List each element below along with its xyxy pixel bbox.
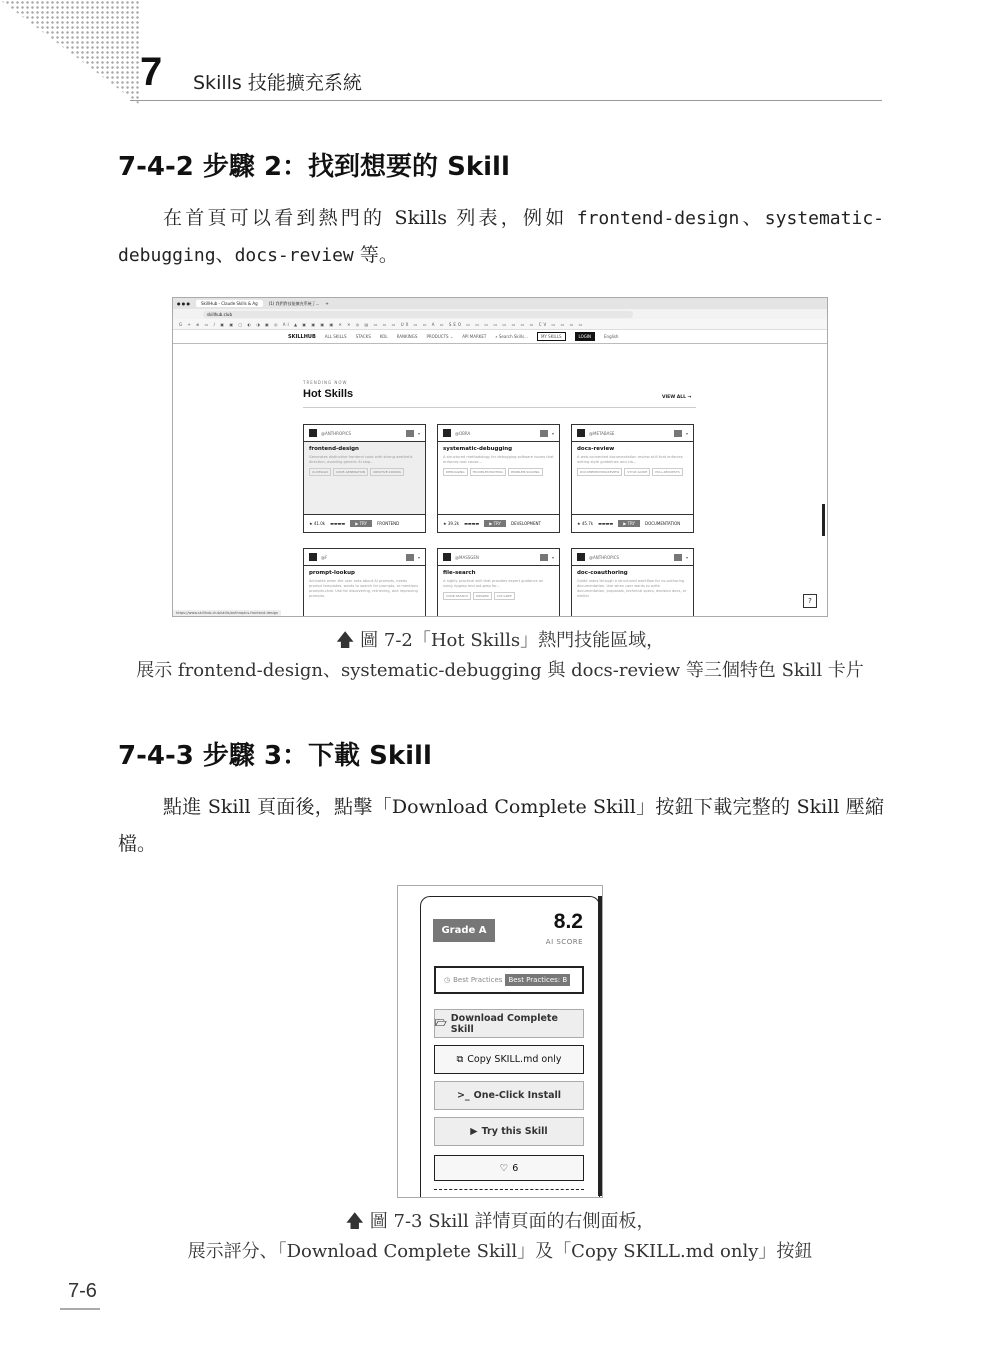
login-button[interactable]: LOGIN	[575, 332, 596, 341]
skill-description: A highly practical skill that provides expert guidance on using ripgrep and ast-grep for...	[443, 579, 544, 588]
like-button[interactable]: ♡ 6	[434, 1155, 584, 1181]
grade-badge	[674, 430, 682, 437]
nav-item[interactable]: STACKS	[355, 334, 371, 339]
figure-hot-skills-screenshot	[172, 297, 828, 617]
category-label: DOCUMENTATION	[644, 521, 681, 526]
grade-badge	[406, 554, 414, 561]
chevron-down-icon[interactable]: ▾	[417, 554, 420, 560]
browser-tab[interactable]: SkillHub - Claude Skills & Ag	[196, 300, 263, 307]
author-name[interactable]: @ANTHROPICS	[589, 554, 620, 560]
skill-name[interactable]: file-search	[443, 570, 476, 576]
tag: CODE-GENERATION	[333, 468, 368, 476]
skill-card[interactable]	[303, 548, 426, 617]
scrollbar[interactable]	[598, 896, 602, 1196]
download-complete-skill-button[interactable]: 🗁 Download Complete Skill	[434, 1009, 584, 1038]
caption-line: 🡅 圖 7-3 Skill 詳情頁面的右側面板，	[345, 1211, 655, 1232]
window-controls: ● ● ●	[177, 301, 191, 306]
check-circle-icon: ◷	[444, 976, 451, 984]
skill-card[interactable]	[571, 424, 694, 533]
author-avatar	[577, 429, 585, 437]
nav-item[interactable]: ALL SKILLS	[324, 334, 347, 339]
heart-icon: ♡	[499, 1162, 509, 1174]
grade-badge	[406, 430, 414, 437]
bookmarks-bar: G + ⊕ ▭ / ▣ ▣ ▢ ◐ ◑ ▣ ◎ AI ▲ ▣ ▣ ▣ ▣ ✕ ✕ ◎ ▤ ▭ ▭ ▭ UX ▭ ▭ A ▭ SEO ▭ ▭ ▭ ▭ ▭ ▭ ▭ ▭ CV ▭ ▭ ▭ ▭	[173, 319, 827, 330]
section-heading: 7-4-3 步驟 3：下載 Skill	[118, 741, 432, 771]
skill-card[interactable]	[571, 548, 694, 617]
chevron-down-icon[interactable]: ▾	[551, 554, 554, 560]
grade-badge: Grade A	[433, 919, 495, 942]
dashed-divider	[434, 1189, 584, 1190]
author-avatar	[309, 429, 317, 437]
hot-skills-title: Hot Skills	[303, 388, 354, 400]
figure-caption	[100, 626, 900, 686]
skill-description: Activates when the user asks about AI prompts, needs prompt templates, wants to search for prompts, or mentions prompts.chat. Use for discovering, retrieving, and improving prompts.	[309, 579, 419, 598]
skill-card[interactable]	[303, 424, 426, 533]
try-button[interactable]: ▶ TRY	[484, 520, 506, 527]
one-click-install-button[interactable]: >_ One-Click Install	[434, 1081, 584, 1110]
chevron-down-icon[interactable]: ▾	[685, 554, 688, 560]
chapter-number: 7	[140, 50, 163, 94]
site-logo[interactable]: SKILLHUB	[288, 333, 316, 340]
chevron-down-icon[interactable]: ▾	[551, 430, 554, 436]
author-name[interactable]: @ANTHROPICS	[321, 430, 352, 436]
category-label: DEVELOPMENT	[510, 521, 541, 526]
divider	[303, 407, 696, 408]
skill-description: A structured methodology for debugging software issues that enforces root cause...	[443, 455, 554, 464]
skill-description: Generates distinctive frontend code with strong aesthetic direction, avoiding generic AI slop...	[309, 455, 413, 464]
caption-line: 展示評分、「Download Complete Skill」及「Copy SKILL.md only」按鈕	[187, 1241, 813, 1262]
tag: CREATIVE-CODING	[370, 468, 404, 476]
body-paragraph: 在首頁可以看到熱門的 Skills 列表，例如 frontend-design、systematic-debugging、docs-review 等。	[118, 207, 884, 266]
chevron-down-icon[interactable]: ▾	[685, 430, 688, 436]
header-rule	[130, 100, 882, 101]
try-button[interactable]: ▶ TRY	[350, 520, 372, 527]
play-icon: ▶	[470, 1126, 478, 1137]
figure-caption	[100, 1207, 900, 1267]
skill-card[interactable]	[437, 548, 560, 617]
section-heading: 7-4-2 步驟 2：找到想要的 Skill	[118, 152, 510, 182]
author-avatar	[577, 553, 585, 561]
author-name[interactable]: @F	[321, 554, 328, 560]
search-input[interactable]: ⌕ Search Skills...	[495, 334, 528, 339]
tag: UI-DESIGN	[309, 468, 331, 476]
tag: STYLE-GUIDE	[624, 468, 650, 476]
author-avatar	[309, 553, 317, 561]
tag: PULL-REQUESTS	[652, 468, 682, 476]
tag: AST-GREP	[494, 592, 515, 600]
category-label: FRONTEND	[376, 521, 400, 526]
tag: DOCUMENTATION-REVIEW	[577, 468, 622, 476]
caption-line: 🡅 圖 7-2「Hot Skills」熱門技能區域，	[335, 630, 665, 651]
grade-badge	[674, 554, 682, 561]
author-name[interactable]: @METABASE	[589, 430, 615, 436]
best-practices-label: Best Practices	[453, 976, 503, 984]
author-name[interactable]: @MASSGEN	[455, 554, 479, 560]
browser-tab-bar	[173, 298, 827, 309]
rating-bars: ▬▬▬▬	[598, 521, 614, 526]
try-skill-button[interactable]: ▶ Try this Skill	[434, 1117, 584, 1146]
caption-line: 展示 frontend-design、systematic-debugging 與 docs-review 等三個特色 Skill 卡片	[136, 660, 864, 681]
try-button[interactable]: ▶ TRY	[618, 520, 640, 527]
address-bar	[173, 309, 827, 319]
body-paragraph: 點進 Skill 頁面後，點擊「Download Complete Skill」按鈕下載完整的 Skill 壓縮檔。	[118, 796, 884, 855]
view-all-link[interactable]: VIEW ALL →	[662, 395, 692, 400]
chevron-down-icon[interactable]: ▾	[417, 430, 420, 436]
halftone-decoration	[0, 0, 140, 105]
my-skills-button[interactable]: MY SKILLS	[537, 332, 566, 341]
best-practices-box	[434, 966, 584, 994]
skill-name[interactable]: systematic-debugging	[443, 446, 513, 452]
tag: PROBLEM-SOLVING	[508, 468, 543, 476]
author-avatar	[443, 429, 451, 437]
author-name[interactable]: @OBRA	[455, 430, 471, 436]
ai-score-label: AI SCORE	[545, 938, 583, 946]
page-number-underline	[60, 1308, 100, 1310]
copy-icon: ⧉	[456, 1054, 464, 1065]
tag: CODE-SEARCH	[443, 592, 471, 600]
ai-score-value: 8.2	[553, 910, 583, 933]
chapter-title: Skills 技能擴充系統	[193, 72, 362, 94]
url-input[interactable]: skillhub.club	[203, 311, 633, 318]
tag: RIPGREP	[473, 592, 492, 600]
browser-tab[interactable]: (1) 我們對技能擴充系統了...	[268, 300, 320, 306]
language-select[interactable]: English	[604, 334, 619, 339]
tag: DEBUGGING	[443, 468, 468, 476]
site-nav	[173, 330, 827, 344]
figure-skill-panel-screenshot	[397, 885, 603, 1198]
skill-name[interactable]: doc-coauthoring	[577, 570, 628, 576]
nav-item[interactable]: KOL	[379, 334, 388, 339]
star-count: ★ 39.2k	[443, 521, 460, 526]
status-url: https://www.skillhub.club/skills/anthropics-frontend-design	[173, 610, 281, 616]
scrollbar[interactable]	[822, 504, 825, 536]
best-practices-badge: Best Practices: B	[505, 974, 570, 986]
terminal-icon: >_	[456, 1090, 470, 1101]
author-avatar	[443, 553, 451, 561]
rating-bars: ▬▬▬▬	[464, 521, 480, 526]
star-count: ★ 41.0k	[309, 521, 326, 526]
skill-card[interactable]	[437, 424, 560, 533]
tag: TROUBLESHOOTING	[470, 468, 506, 476]
nav-item[interactable]: API MARKET	[462, 334, 487, 339]
star-count: ★ 45.7k	[577, 521, 594, 526]
nav-item[interactable]: RANKINGS	[396, 334, 418, 339]
nav-item[interactable]: PRODUCTS ⌄	[426, 334, 454, 339]
new-tab-icon[interactable]: +	[325, 301, 329, 306]
skill-description: A web-connected documentation review skill that enforces writing style guidelines and cla...	[577, 455, 683, 464]
page-number: 7-6	[68, 1280, 97, 1302]
grade-badge	[540, 554, 548, 561]
skill-name[interactable]: prompt-lookup	[309, 570, 355, 576]
folder-icon: 🗁	[435, 1017, 447, 1029]
skill-name[interactable]: docs-review	[577, 446, 615, 452]
skill-description: Guide users through a structured workflow for co-authoring documentation. Use when user wants to write documentation, proposals, technical specs, decision docs, or similar	[577, 579, 687, 598]
copy-skill-md-button[interactable]: ⧉ Copy SKILL.md only	[434, 1045, 584, 1074]
skill-name[interactable]: frontend-design	[309, 446, 359, 452]
grade-badge	[540, 430, 548, 437]
help-button[interactable]: ?	[803, 594, 817, 608]
rating-bars: ▬▬▬▬	[330, 521, 346, 526]
trending-label: TRENDING NOW	[303, 380, 348, 385]
